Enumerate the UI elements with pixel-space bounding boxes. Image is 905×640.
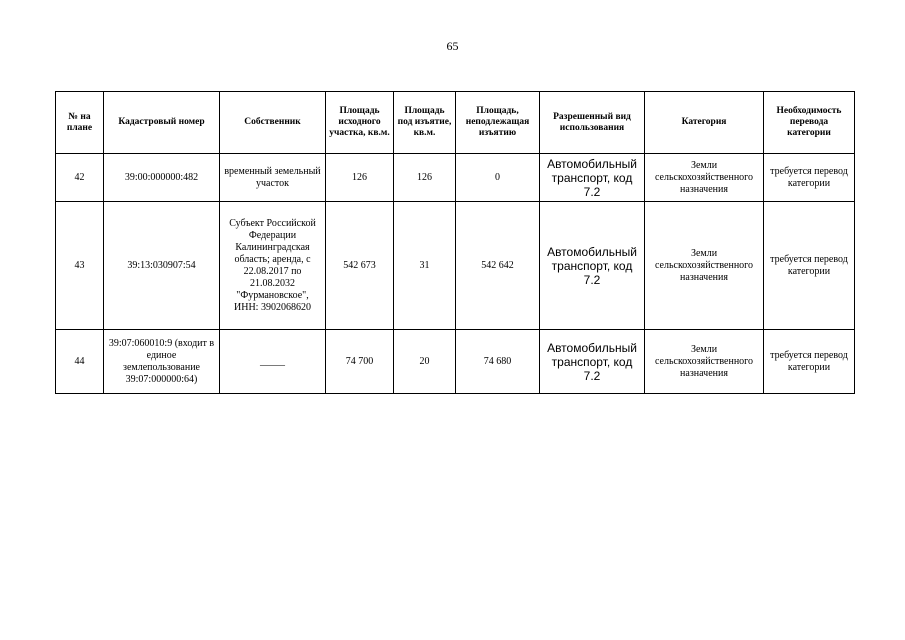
cell-cadastral-number: 39:00:000000:482: [104, 154, 220, 202]
cell-permitted-use: Автомобильный транспорт, код 7.2: [540, 330, 645, 394]
cell-cadastral-number: 39:13:030907:54: [104, 202, 220, 330]
cell-category: Земли сельскохозяйственного назначения: [645, 154, 764, 202]
cell-area-total: 74 700: [326, 330, 394, 394]
cell-permitted-use: Автомобильный транспорт, код 7.2: [540, 154, 645, 202]
cell-plan-number: 43: [56, 202, 104, 330]
table-row: [56, 154, 855, 202]
cell-category: Земли сельскохозяйственного назначения: [645, 202, 764, 330]
cell-conversion: требуется перевод категории: [764, 154, 855, 202]
header-category: Категория: [645, 92, 764, 154]
cell-area-total: 126: [326, 154, 394, 202]
cell-area-remaining: 74 680: [456, 330, 540, 394]
cell-area-remaining: 0: [456, 154, 540, 202]
cell-conversion: требуется перевод категории: [764, 330, 855, 394]
table-row: [56, 330, 855, 394]
cell-area-taken: 20: [394, 330, 456, 394]
cell-area-remaining: 542 642: [456, 202, 540, 330]
cell-owner: Субъект Российской Федерации Калининградская область; аренда, с 22.08.2017 по 21.08.2032 "Фурмановское", ИНН: 3902068620: [220, 202, 326, 330]
cell-plan-number: 44: [56, 330, 104, 394]
land-plots-table: [55, 91, 855, 394]
header-plan-number: № на плане: [56, 92, 104, 154]
cell-owner: временный земельный участок: [220, 154, 326, 202]
table-header-row: [56, 92, 855, 154]
header-cadastral-number: Кадастровый номер: [104, 92, 220, 154]
header-conversion: Необходимость перевода категории: [764, 92, 855, 154]
header-permitted-use: Разрешенный вид использования: [540, 92, 645, 154]
header-area-total: Площадь исходного участка, кв.м.: [326, 92, 394, 154]
cell-permitted-use: Автомобильный транспорт, код 7.2: [540, 202, 645, 330]
cell-area-taken: 31: [394, 202, 456, 330]
header-owner: Собственник: [220, 92, 326, 154]
page-number: 65: [446, 39, 459, 53]
cell-conversion: требуется перевод категории: [764, 202, 855, 330]
cell-area-taken: 126: [394, 154, 456, 202]
cell-area-total: 542 673: [326, 202, 394, 330]
cell-cadastral-number: 39:07:060010:9 (входит в единое землепользование 39:07:000000:64): [104, 330, 220, 394]
table-row: [56, 202, 855, 330]
cell-plan-number: 42: [56, 154, 104, 202]
cell-owner: _____: [220, 330, 326, 394]
header-area-taken: Площадь под изъятие, кв.м.: [394, 92, 456, 154]
header-area-remaining: Площадь, неподлежащая изъятию: [456, 92, 540, 154]
cell-category: Земли сельскохозяйственного назначения: [645, 330, 764, 394]
